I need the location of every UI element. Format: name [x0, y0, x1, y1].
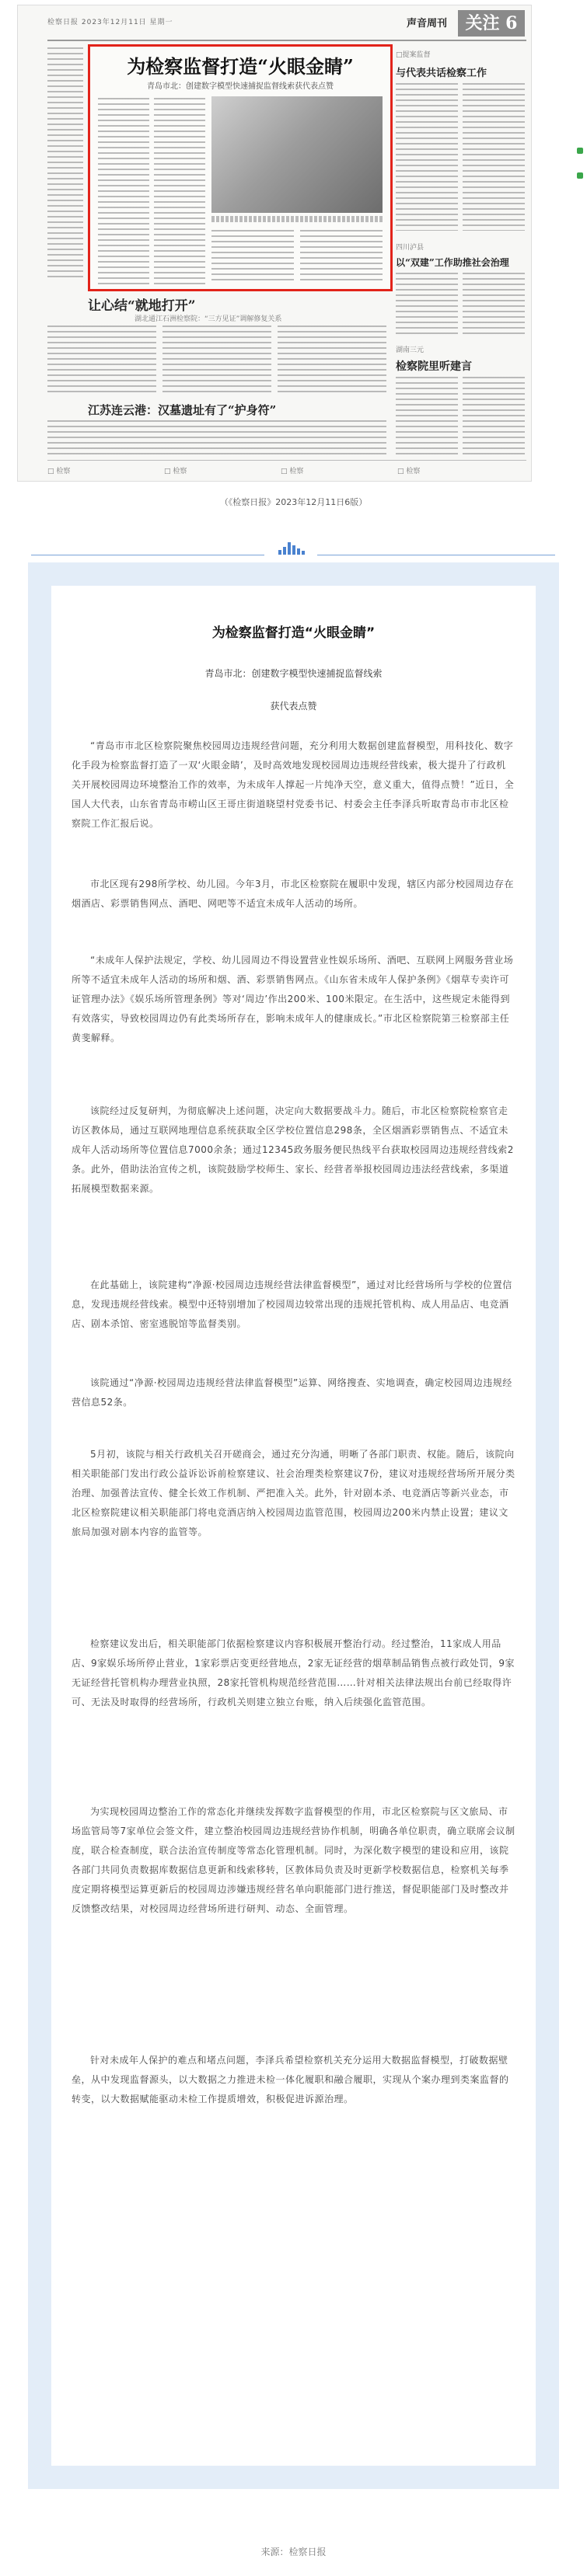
- masthead-column: 声音周刊: [407, 18, 448, 30]
- section-divider: [0, 538, 587, 559]
- image-caption: （《检察日报》2023年12月11日6版）: [219, 497, 368, 507]
- text-column: [162, 325, 271, 395]
- masthead-rule: [47, 40, 526, 41]
- article-paragraph: “未成年人保护法规定，学校、幼儿园周边不得设置营业性娱乐场所、酒吧、互联网上网服务营业场所等不适宜未成年人活动的场所和烟、酒、彩票销售网点。《山东省未成年人保护条例》《烟草专卖许可证管理办法》《娱乐场所管理条例》等对‘周边’作出200米、100米限定。在生活中，这些规定未能得到有效落实，导致校园周边仍有此类场所存在，影响未成年人的健康成长。”市北区检察院第三检察部主任黄斐解释。: [72, 955, 514, 1043]
- article-paragraph: “青岛市市北区检察院聚焦校园周边违规经营问题，充分利用大数据创建监督模型，用科技化、数字化手段为检察监督打造了一双‘火眼金睛’，及时高效地发现校园周边违规经营线索，极大提升了行政机关开展校园周边环境整治工作的效率，为未成年人撑起一片纯净天空，意义重大，值得点赞！”近日，全国人大代表，山东省青岛市崂山区王哥庄街道晓望村党委书记、村委会主任李泽兵听取青岛市市北区检察院工作汇报后说。: [72, 740, 515, 829]
- article-subhead: 湖北通江石洲检察院：“三方见证”调解修复关系: [135, 315, 282, 323]
- section-badge: 关注 6: [458, 10, 525, 37]
- text-column: [463, 83, 525, 231]
- article-paragraph: 市北区现有298所学校、幼儿园。今年3月，市北区检察院在履职中发现，辖区内部分校园周边存在烟酒店、彩票销售网点、酒吧、网吧等不适宜未成年人活动的场所。: [72, 879, 515, 909]
- text-column: [463, 273, 525, 335]
- newspaper-header: [18, 5, 531, 41]
- text-column: [47, 47, 83, 280]
- article-label: □提案监督: [396, 51, 431, 59]
- source-attribution: 来源：检察日报: [260, 2546, 327, 2557]
- text-column: [47, 325, 156, 395]
- text-column: [300, 230, 383, 284]
- article-paragraph: 该院经过反复研判，为彻底解决上述问题，决定向大数据要战斗力。随后，市北区检察院检察官走访区教体局，通过互联网地理信息系统获取全区学校位置信息298条，全区烟酒彩票销售点、不适宜未成年人活动场所等位置信息7000余条；通过12345政务服务便民热线平台获取校园周边违规经营线索2条。此外，借助法治宣传之机，该院鼓励学校师生、家长、经营者举报校园周边违法经营线索，多渠道拓展模型数据来源。: [72, 1105, 514, 1194]
- featured-article-subtitle: 青岛市北：创建数字模型快速捕捉监督线索获代表点赞: [147, 82, 334, 91]
- side-marker-icon: [577, 148, 583, 154]
- footer-item: □ 检察: [47, 468, 71, 475]
- article-subtitle: 获代表点赞: [270, 701, 317, 712]
- bar-icon: [292, 545, 295, 555]
- article-headline: 以“双建”工作助推社会治理: [396, 257, 509, 268]
- featured-article-title: 为检察监督打造“火眼金睛”: [127, 55, 354, 78]
- masthead-left: 检察日报 2023年12月11日 星期一: [47, 19, 173, 26]
- article-headline: 让心结“就地打开”: [88, 298, 196, 314]
- text-column: [463, 377, 525, 454]
- photo-caption: [211, 216, 383, 222]
- newspaper-footer: [47, 465, 526, 475]
- text-column: [47, 420, 386, 454]
- article-title: 为检察监督打造“火眼金睛”: [211, 625, 376, 641]
- article-headline: 江苏连云港：汉墓遗址有了“护身符”: [88, 403, 277, 417]
- featured-photo: [211, 96, 383, 213]
- article-paragraph: 该院通过“净源·校园周边违规经营法律监督模型”运算、网络搜查、实地调查，确定校园周边违规经营信息52条。: [72, 1377, 512, 1408]
- article-body: [51, 586, 536, 2466]
- bar-icon: [288, 542, 291, 555]
- footer-item: □ 检察: [281, 468, 304, 475]
- article-card: [28, 562, 559, 2489]
- side-marker-icon: [577, 172, 583, 179]
- text-column: [396, 377, 458, 454]
- bar-icon: [283, 547, 286, 555]
- bar-icon: [302, 551, 305, 555]
- article-paragraph: 5月初，该院与相关行政机关召开磋商会，通过充分沟通，明晰了各部门职责、权能。随后，该院向相关职能部门发出行政公益诉讼诉前检察建议、社会治理类检察建议7份，建议对违规经营场所开展分类治理、加强普法宣传、健全长效工作机制、严把准入关。此外，针对剧本杀、电竞酒店等新兴业态，市北区检察院建议相关职能部门将电竞酒店纳入校园周边监管范围，校园周边200米内禁止设置；建议文旅局加强对剧本内容的监管等。: [72, 1449, 515, 1537]
- newspaper-page: [17, 5, 532, 482]
- footer-item: □ 检察: [397, 468, 421, 475]
- footer-item: □ 检察: [164, 468, 187, 475]
- article-paragraph: 检察建议发出后，相关职能部门依据检察建议内容积极展开整治行动。经过整治，11家成人用品店、9家娱乐场所停止营业，1家彩票店变更经营地点，2家无证经营的烟草制品销售点被行政处罚，9家无证经营托管机构办理营业执照，28家托管机构规范经营范围……针对相关法律法规出台前已经取得许可、无法及时取得的经营场所，行政机关则建立独立台账，纳入后续强化监管范围。: [72, 1638, 515, 1707]
- featured-article-box: [88, 44, 393, 291]
- article-label: 湖南三元: [396, 346, 425, 354]
- text-column: [211, 230, 294, 284]
- article-paragraph: 为实现校园周边整治工作的常态化并继续发挥数字监督模型的作用，市北区检察院与区文旅局、市场监管局等7家单位会签文件，建立整治校园周边违规经营协作机制，明确各单位职责，确立联席会议制度，联合检查制度，联合法治宣传制度等常态化管理机制。同时，为深化数字模型的建设和应用，该院各部门共同负责数据库数据信息更新和线索移转，区教体局负责及时更新学校数据信息，检察机关每季度定期将模型运算更新后的校园周边涉嫌违规经营名单向职能部门进行推送，督促职能部门及时整改并反馈整改结果，对校园周边经营场所进行研判、动态、全面管理。: [72, 1806, 515, 1914]
- footer-rule: [47, 460, 526, 461]
- text-column: [396, 83, 458, 231]
- bar-icon: [297, 548, 300, 555]
- text-column: [154, 98, 205, 284]
- article-paragraph: 在此基础上，该院建构“净源·校园周边违规经营法律监督模型”，通过对比经营场所与学校的位置信息，发现违规经营线索。模型中还特别增加了校园周边较常出现的违规托管机构、成人用品店、电竞酒店、剧本杀馆、密室逃脱馆等监督类别。: [72, 1279, 512, 1329]
- text-column: [98, 98, 149, 284]
- article-label: 四川泸县: [396, 244, 425, 252]
- text-column: [396, 273, 458, 335]
- article-paragraph: 针对未成年人保护的难点和堵点问题，李泽兵希望检察机关充分运用大数据监督模型，打破数据壁垒，从中发现监督源头，以大数据之力推进未检一体化履职和融合履职，实现从个案办理到类案监督的转变，以大数据赋能驱动未检工作提质增效，积极促进诉源治理。: [72, 2055, 509, 2104]
- article-headline: 检察院里听建言: [396, 360, 472, 373]
- article-headline: 与代表共话检察工作: [396, 68, 487, 79]
- text-column: [278, 325, 386, 395]
- article-subtitle: 青岛市北：创建数字模型快速捕捉监督线索: [204, 668, 383, 679]
- bar-icon: [278, 550, 281, 555]
